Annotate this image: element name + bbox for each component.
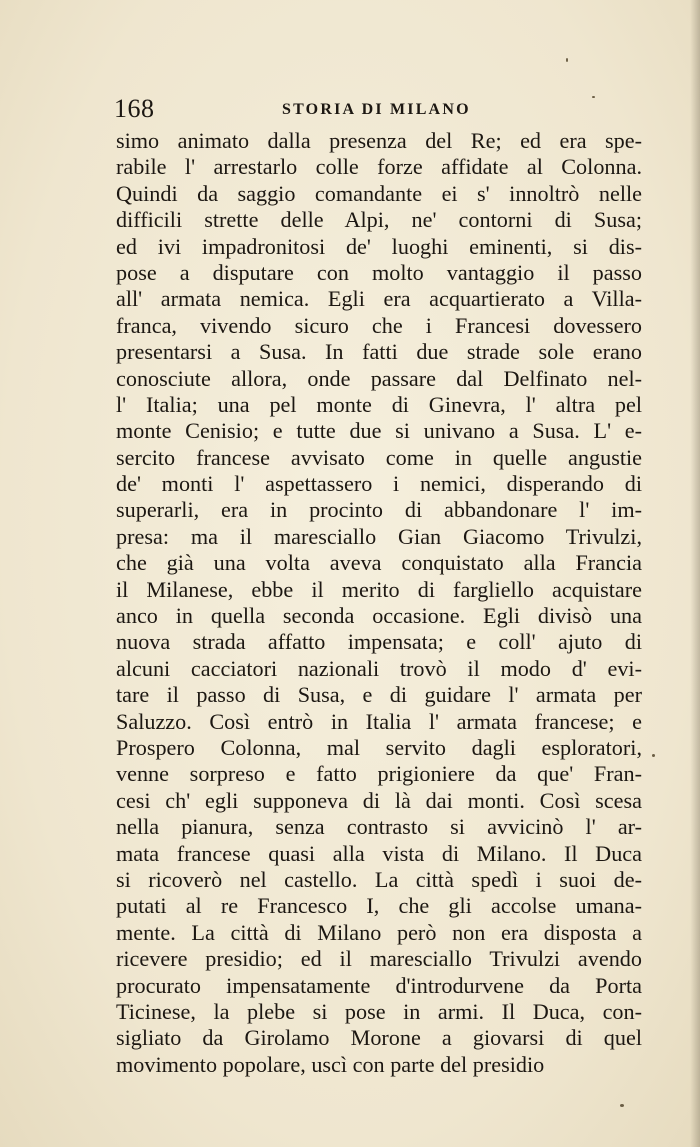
text-line: difficili strette delle Alpi, ne' contorni di Susa;	[116, 207, 642, 233]
text-line: monte Cenisio; e tutte due si univano a Susa. L' e-	[116, 418, 642, 444]
text-line: Saluzzo. Così entrò in Italia l' armata francese; e	[116, 708, 642, 734]
text-line: rabile l' arrestarlo colle forze affidate al Colonna.	[116, 154, 642, 180]
text-line: simo animato dalla presenza del Re; ed era spe-	[116, 128, 642, 153]
text-line: movimento popolare, uscì con parte del presidio	[116, 1051, 545, 1077]
text-line: venne sorpreso e fatto prigioniere da que' Fran-	[116, 761, 642, 787]
text-line: franca, vivendo sicuro che i Francesi dovessero	[116, 312, 642, 338]
text-line: che già una volta aveva conquistato alla Francia	[116, 550, 642, 576]
text-line: cesi ch' egli supponeva di là dai monti. Così scesa	[116, 787, 642, 813]
text-line: superarli, era in procinto di abbandonare l' im-	[116, 497, 642, 523]
text-line: nella pianura, senza contrasto si avvicinò l' ar-	[116, 814, 642, 840]
text-line: conosciute allora, onde passare dal Delfinato nel-	[116, 365, 642, 391]
text-line: procurato impensatamente d'introdurvene da Porta	[116, 972, 642, 998]
text-line: sercito francese avvisato come in quelle angustie	[116, 444, 642, 470]
text-line: Ticinese, la plebe si pose in armi. Il Duca, con-	[116, 998, 642, 1024]
text-line: all' armata nemica. Egli era acquartierato a Villa-	[116, 286, 642, 312]
body-text	[116, 128, 642, 1078]
text-line: Quindi da saggio comandante ei s' innoltrò nelle	[116, 180, 642, 206]
text-line: pose a disputare con molto vantaggio il passo	[116, 259, 642, 285]
paper-speck	[652, 754, 655, 757]
paper-speck	[592, 96, 595, 98]
text-line: alcuni cacciatori nazionali trovò il modo d' evi-	[116, 655, 642, 681]
text-line: ed ivi impadronitosi de' luoghi eminenti, si dis-	[116, 233, 642, 259]
text-line: nuova strada affatto impensata; e coll' ajuto di	[116, 629, 642, 655]
text-line: tare il passo di Susa, e di guidare l' armata per	[116, 682, 642, 708]
page-edge-shadow	[690, 0, 700, 1147]
paper-speck	[566, 58, 568, 62]
text-line: anco in quella seconda occasione. Egli divisò una	[116, 603, 642, 629]
text-line: l' Italia; una pel monte di Ginevra, l' altra pel	[116, 391, 642, 417]
page-number: 168	[114, 94, 155, 123]
text-line: de' monti l' aspettassero i nemici, disperando di	[116, 471, 642, 497]
running-head: STORIA DI MILANO	[282, 101, 471, 118]
text-line: Prospero Colonna, mal servito dagli esploratori,	[116, 734, 642, 760]
text-line: mata francese quasi alla vista di Milano. Il Duca	[116, 840, 642, 866]
text-line: putati al re Francesco I, che gli accolse umana-	[116, 893, 642, 919]
page-header	[114, 94, 642, 124]
paper-speck	[620, 1104, 624, 1107]
text-line: presentarsi a Susa. In fatti due strade sole erano	[116, 339, 642, 365]
text-line: sigliato da Girolamo Morone a giovarsi di quel	[116, 1025, 642, 1051]
text-line: mente. La città di Milano però non era disposta a	[116, 919, 642, 945]
text-line: ricevere presidio; ed il maresciallo Trivulzi avendo	[116, 946, 642, 972]
text-line: presa: ma il maresciallo Gian Giacomo Trivulzi,	[116, 523, 642, 549]
text-line: si ricoverò nel castello. La città spedì i suoi de-	[116, 866, 642, 892]
text-line: il Milanese, ebbe il merito di fargliello acquistare	[116, 576, 642, 602]
